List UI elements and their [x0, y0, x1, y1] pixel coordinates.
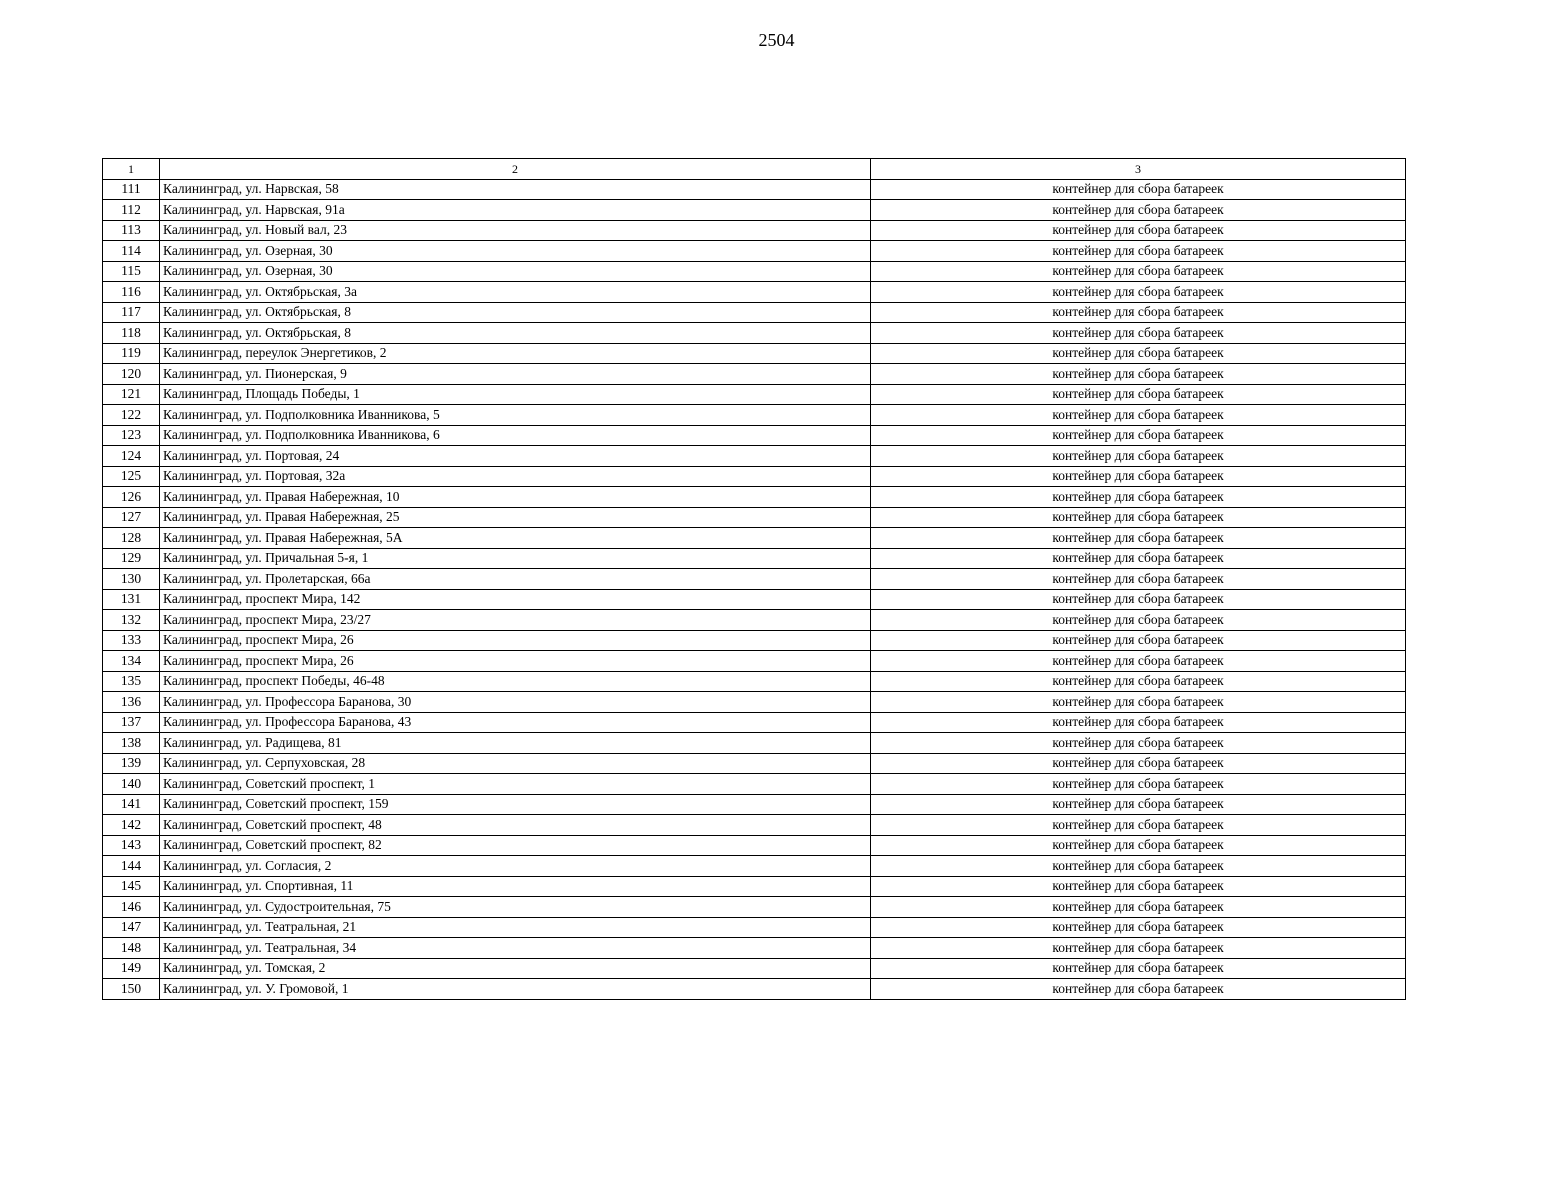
- table-row: [103, 958, 1406, 979]
- row-number-cell: 125: [103, 466, 160, 487]
- object-type-cell: контейнер для сбора батареек: [871, 753, 1406, 774]
- row-number-cell: 133: [103, 630, 160, 651]
- table-row: [103, 938, 1406, 959]
- address-cell: Калининград, ул. Новый вал, 23: [160, 220, 871, 241]
- row-number-cell: 149: [103, 958, 160, 979]
- table-row: [103, 528, 1406, 549]
- row-number-cell: 148: [103, 938, 160, 959]
- table-row: [103, 487, 1406, 508]
- row-number-cell: 131: [103, 589, 160, 610]
- object-type-cell: контейнер для сбора батареек: [871, 917, 1406, 938]
- address-cell: Калининград, ул. Театральная, 21: [160, 917, 871, 938]
- table-row: [103, 794, 1406, 815]
- row-number-cell: 117: [103, 302, 160, 323]
- row-number-cell: 130: [103, 569, 160, 590]
- object-type-cell: контейнер для сбора батареек: [871, 856, 1406, 877]
- table-row: [103, 179, 1406, 200]
- row-number-cell: 144: [103, 856, 160, 877]
- table-row: [103, 282, 1406, 303]
- row-number-cell: 115: [103, 261, 160, 282]
- row-number-cell: 143: [103, 835, 160, 856]
- address-cell: Калининград, переулок Энергетиков, 2: [160, 343, 871, 364]
- address-cell: Калининград, ул. Спортивная, 11: [160, 876, 871, 897]
- table-row: [103, 425, 1406, 446]
- address-cell: Калининград, ул. Подполковника Иванникова, 6: [160, 425, 871, 446]
- object-type-cell: контейнер для сбора батареек: [871, 569, 1406, 590]
- address-cell: Калининград, ул. Пролетарская, 66а: [160, 569, 871, 590]
- address-cell: Калининград, ул. Правая Набережная, 10: [160, 487, 871, 508]
- address-cell: Калининград, проспект Мира, 26: [160, 651, 871, 672]
- table-row: [103, 712, 1406, 733]
- row-number-cell: 122: [103, 405, 160, 426]
- address-cell: Калининград, ул. Портовая, 24: [160, 446, 871, 467]
- address-cell: Калининград, ул. Томская, 2: [160, 958, 871, 979]
- row-number-cell: 121: [103, 384, 160, 405]
- table-row: [103, 671, 1406, 692]
- address-cell: Калининград, ул. Судостроительная, 75: [160, 897, 871, 918]
- object-type-cell: контейнер для сбора батареек: [871, 938, 1406, 959]
- table-row: [103, 548, 1406, 569]
- object-type-cell: контейнер для сбора батареек: [871, 507, 1406, 528]
- address-cell: Калининград, ул. Правая Набережная, 25: [160, 507, 871, 528]
- object-type-cell: контейнер для сбора батареек: [871, 712, 1406, 733]
- address-cell: Калининград, ул. Профессора Баранова, 43: [160, 712, 871, 733]
- table-row: [103, 979, 1406, 1000]
- row-number-cell: 139: [103, 753, 160, 774]
- address-cell: Калининград, Советский проспект, 1: [160, 774, 871, 795]
- address-cell: Калининград, Советский проспект, 159: [160, 794, 871, 815]
- object-type-cell: контейнер для сбора батареек: [871, 261, 1406, 282]
- object-type-cell: контейнер для сбора батареек: [871, 897, 1406, 918]
- object-type-cell: контейнер для сбора батареек: [871, 425, 1406, 446]
- object-type-cell: контейнер для сбора батареек: [871, 733, 1406, 754]
- table-row: [103, 589, 1406, 610]
- row-number-cell: 135: [103, 671, 160, 692]
- object-type-cell: контейнер для сбора батареек: [871, 220, 1406, 241]
- object-type-cell: контейнер для сбора батареек: [871, 384, 1406, 405]
- table-row: [103, 507, 1406, 528]
- row-number-cell: 127: [103, 507, 160, 528]
- table-row: [103, 630, 1406, 651]
- column-header-number: 1: [103, 159, 160, 180]
- row-number-cell: 120: [103, 364, 160, 385]
- row-number-cell: 147: [103, 917, 160, 938]
- object-type-cell: контейнер для сбора батареек: [871, 610, 1406, 631]
- object-type-cell: контейнер для сбора батареек: [871, 241, 1406, 262]
- row-number-cell: 146: [103, 897, 160, 918]
- table-row: [103, 651, 1406, 672]
- address-cell: Калининград, ул. Театральная, 34: [160, 938, 871, 959]
- object-type-cell: контейнер для сбора батареек: [871, 405, 1406, 426]
- row-number-cell: 142: [103, 815, 160, 836]
- address-cell: Калининград, ул. Причальная 5-я, 1: [160, 548, 871, 569]
- address-cell: Калининград, проспект Мира, 23/27: [160, 610, 871, 631]
- row-number-cell: 112: [103, 200, 160, 221]
- object-type-cell: контейнер для сбора батареек: [871, 774, 1406, 795]
- row-number-cell: 116: [103, 282, 160, 303]
- address-cell: Калининград, ул. Озерная, 30: [160, 241, 871, 262]
- address-cell: Калининград, ул. Серпуховская, 28: [160, 753, 871, 774]
- table-row: [103, 466, 1406, 487]
- table-row: [103, 610, 1406, 631]
- table-row: [103, 446, 1406, 467]
- object-type-cell: контейнер для сбора батареек: [871, 282, 1406, 303]
- object-type-cell: контейнер для сбора батареек: [871, 343, 1406, 364]
- table-row: [103, 917, 1406, 938]
- address-cell: Калининград, Площадь Победы, 1: [160, 384, 871, 405]
- object-type-cell: контейнер для сбора батареек: [871, 958, 1406, 979]
- object-type-cell: контейнер для сбора батареек: [871, 323, 1406, 344]
- address-cell: Калининград, проспект Победы, 46-48: [160, 671, 871, 692]
- table-row: [103, 835, 1406, 856]
- table-row: [103, 302, 1406, 323]
- address-cell: Калининград, проспект Мира, 142: [160, 589, 871, 610]
- object-type-cell: контейнер для сбора батареек: [871, 200, 1406, 221]
- object-type-cell: контейнер для сбора батареек: [871, 979, 1406, 1000]
- address-cell: Калининград, ул. Пионерская, 9: [160, 364, 871, 385]
- row-number-cell: 119: [103, 343, 160, 364]
- object-type-cell: контейнер для сбора батареек: [871, 446, 1406, 467]
- row-number-cell: 113: [103, 220, 160, 241]
- address-cell: Калининград, ул. Нарвская, 91а: [160, 200, 871, 221]
- object-type-cell: контейнер для сбора батареек: [871, 589, 1406, 610]
- object-type-cell: контейнер для сбора батареек: [871, 364, 1406, 385]
- column-header-type: 3: [871, 159, 1406, 180]
- object-type-cell: контейнер для сбора батареек: [871, 302, 1406, 323]
- table-row: [103, 220, 1406, 241]
- row-number-cell: 132: [103, 610, 160, 631]
- address-cell: Калининград, ул. Октябрьская, 8: [160, 302, 871, 323]
- table-row: [103, 733, 1406, 754]
- row-number-cell: 137: [103, 712, 160, 733]
- row-number-cell: 150: [103, 979, 160, 1000]
- address-cell: Калининград, ул. Октябрьская, 3а: [160, 282, 871, 303]
- table-row: [103, 897, 1406, 918]
- address-table: [102, 158, 1406, 1000]
- address-cell: Калининград, ул. Профессора Баранова, 30: [160, 692, 871, 713]
- object-type-cell: контейнер для сбора батареек: [871, 630, 1406, 651]
- object-type-cell: контейнер для сбора батареек: [871, 835, 1406, 856]
- address-cell: Калининград, ул. Портовая, 32а: [160, 466, 871, 487]
- object-type-cell: контейнер для сбора батареек: [871, 651, 1406, 672]
- table-row: [103, 876, 1406, 897]
- address-cell: Калининград, ул. У. Громовой, 1: [160, 979, 871, 1000]
- row-number-cell: 123: [103, 425, 160, 446]
- table-row: [103, 815, 1406, 836]
- address-cell: Калининград, ул. Подполковника Иванникова, 5: [160, 405, 871, 426]
- table-row: [103, 364, 1406, 385]
- table-row: [103, 856, 1406, 877]
- table-row: [103, 323, 1406, 344]
- address-cell: Калининград, ул. Правая Набережная, 5А: [160, 528, 871, 549]
- address-cell: Калининград, ул. Октябрьская, 8: [160, 323, 871, 344]
- row-number-cell: 140: [103, 774, 160, 795]
- table-row: [103, 261, 1406, 282]
- object-type-cell: контейнер для сбора батареек: [871, 548, 1406, 569]
- object-type-cell: контейнер для сбора батареек: [871, 487, 1406, 508]
- address-cell: Калининград, Советский проспект, 82: [160, 835, 871, 856]
- table-row: [103, 753, 1406, 774]
- address-cell: Калининград, ул. Согласия, 2: [160, 856, 871, 877]
- page-number: 2504: [758, 30, 795, 50]
- table-row: [103, 384, 1406, 405]
- object-type-cell: контейнер для сбора батареек: [871, 815, 1406, 836]
- row-number-cell: 118: [103, 323, 160, 344]
- table-row: [103, 241, 1406, 262]
- row-number-cell: 114: [103, 241, 160, 262]
- table-row: [103, 774, 1406, 795]
- column-header-address: 2: [160, 159, 871, 180]
- row-number-cell: 141: [103, 794, 160, 815]
- object-type-cell: контейнер для сбора батареек: [871, 876, 1406, 897]
- object-type-cell: контейнер для сбора батареек: [871, 671, 1406, 692]
- table-row: [103, 569, 1406, 590]
- address-cell: Калининград, ул. Озерная, 30: [160, 261, 871, 282]
- table-row: [103, 343, 1406, 364]
- object-type-cell: контейнер для сбора батареек: [871, 528, 1406, 549]
- row-number-cell: 111: [103, 179, 160, 200]
- object-type-cell: контейнер для сбора батареек: [871, 794, 1406, 815]
- row-number-cell: 138: [103, 733, 160, 754]
- table-row: [103, 405, 1406, 426]
- table-row: [103, 200, 1406, 221]
- table-body: [103, 179, 1406, 999]
- object-type-cell: контейнер для сбора батареек: [871, 179, 1406, 200]
- address-cell: Калининград, Советский проспект, 48: [160, 815, 871, 836]
- address-cell: Калининград, ул. Нарвская, 58: [160, 179, 871, 200]
- row-number-cell: 145: [103, 876, 160, 897]
- object-type-cell: контейнер для сбора батареек: [871, 466, 1406, 487]
- table-row: [103, 692, 1406, 713]
- object-type-cell: контейнер для сбора батареек: [871, 692, 1406, 713]
- row-number-cell: 136: [103, 692, 160, 713]
- address-cell: Калининград, проспект Мира, 26: [160, 630, 871, 651]
- row-number-cell: 124: [103, 446, 160, 467]
- table-header-row: [103, 159, 1406, 180]
- address-cell: Калининград, ул. Радищева, 81: [160, 733, 871, 754]
- row-number-cell: 126: [103, 487, 160, 508]
- row-number-cell: 129: [103, 548, 160, 569]
- row-number-cell: 134: [103, 651, 160, 672]
- row-number-cell: 128: [103, 528, 160, 549]
